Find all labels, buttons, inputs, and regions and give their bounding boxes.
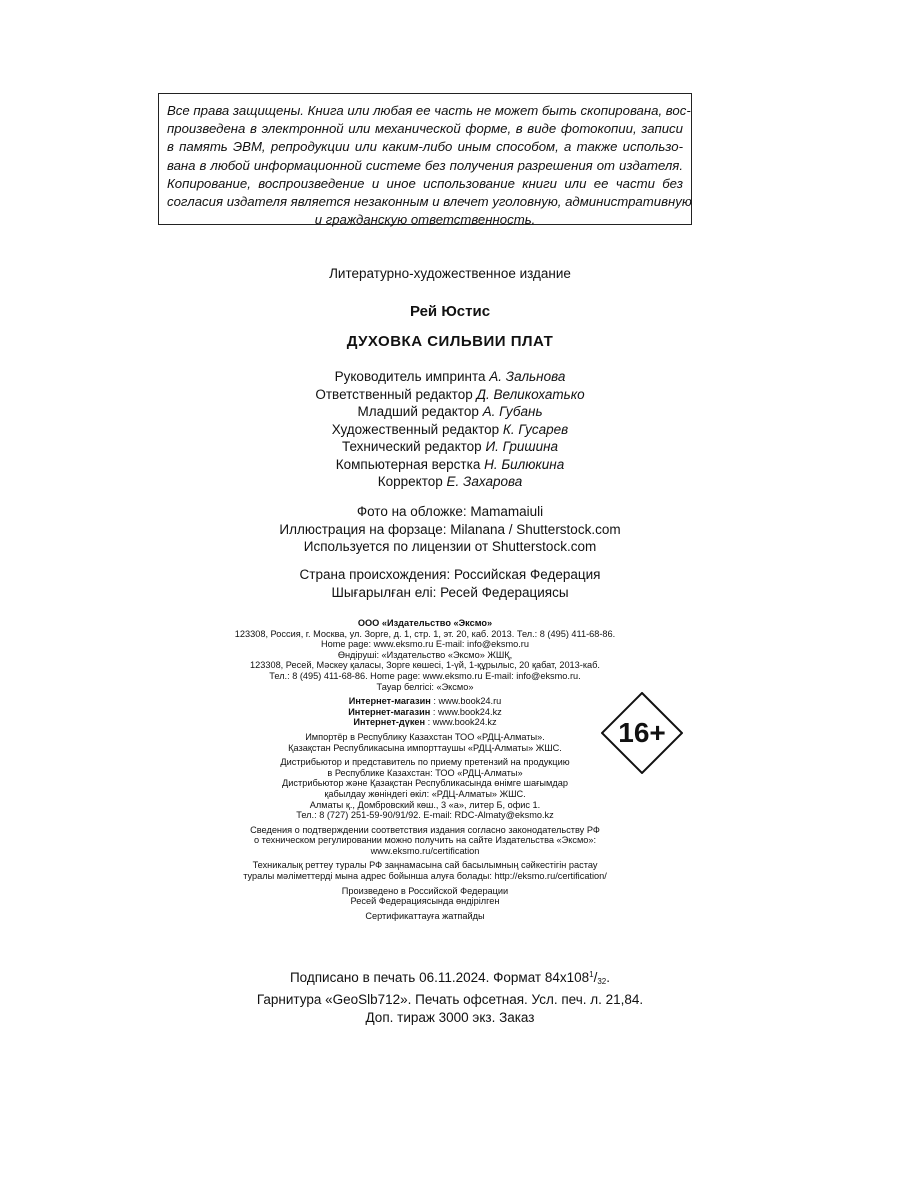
importer-line: Импортёр в Республику Казахстан ТОО «РДЦ-Алматы». bbox=[305, 731, 545, 742]
publisher-name: ООО «Издательство «Эксмо» bbox=[357, 618, 493, 628]
credit-line bbox=[0, 421, 900, 439]
photo-credits bbox=[0, 503, 900, 556]
credit-line bbox=[0, 368, 900, 386]
credit-line bbox=[0, 403, 900, 421]
photo-line: Используется по лицензии от Shutterstock.com bbox=[303, 539, 597, 554]
photo-line: Иллюстрация на форзаце: Milanana / Shutterstock.com bbox=[279, 521, 621, 537]
credit-person: К. Гусарев bbox=[502, 421, 569, 437]
credit-role: Технический редактор bbox=[341, 439, 482, 454]
distributor-line: Дистрибьютор и представитель по приему претензий на продукцию bbox=[280, 757, 570, 768]
credit-role: Компьютерная верстка bbox=[335, 456, 481, 472]
shop-label: Интернет-дүкен bbox=[353, 717, 426, 728]
shop-line bbox=[215, 707, 635, 718]
credit-role: Корректор bbox=[377, 474, 443, 489]
origin-line: Страна происхождения: Российская Федерация bbox=[299, 567, 601, 582]
format-numerator: 1 bbox=[589, 970, 594, 979]
distributor-line: Дистрибьютор және Қазақстан Республикасында өнімге шағымдар bbox=[282, 778, 568, 789]
shop-line bbox=[215, 717, 635, 728]
publisher-kz-address: 123308, Ресей, Мәскеу қаласы, Зорге көшесі, 1-үй, 1-құрылыс, 20 қабат, 2013-каб. bbox=[250, 660, 600, 671]
copyright-notice bbox=[158, 93, 692, 228]
distributor-line: қабылдау жөніндегі өкіл: «РДЦ-Алматы» ЖШС. bbox=[324, 788, 526, 799]
copyright-line: согласия издателя является незаконным и влечет уголовную, административную bbox=[167, 194, 692, 210]
credit-person: А. Зальнова bbox=[489, 369, 566, 384]
cert-line: Сведения о подтверждении соответствия издания согласно законодательству РФ bbox=[250, 824, 600, 835]
credit-line bbox=[0, 473, 900, 491]
origin-line: Шығарылған елі: Ресей Федерациясы bbox=[331, 584, 569, 600]
cert-kz-line: Техникалық реттеу туралы РФ заңнамасына сай басылымның сәйкестігін растау bbox=[252, 860, 598, 871]
print-line: Гарнитура «GeoSlb712». Печать офсетная. Усл. печ. л. 21,84. bbox=[256, 992, 644, 1007]
made-line: Произведено в Российской Федерации bbox=[341, 885, 509, 896]
origin-info bbox=[0, 566, 900, 601]
cert-line: о техническом регулировании можно получить на сайте Издательства «Эксмо»: bbox=[253, 835, 597, 846]
made-line: Ресей Федерациясында өндірілген bbox=[350, 896, 500, 907]
book-title: ДУХОВКА СИЛЬВИИ ПЛАТ bbox=[346, 333, 554, 350]
publisher-trademark: Тауар белгісі: «Эксмо» bbox=[376, 681, 474, 692]
credit-person: Е. Захарова bbox=[446, 474, 523, 489]
cert-line: www.eksmo.ru/certification bbox=[370, 845, 480, 856]
shop-label: Интернет-магазин bbox=[348, 706, 431, 717]
copyright-line: Копирование, воспроизведение и иное использование книги или ее части без bbox=[167, 175, 683, 191]
credit-line bbox=[0, 386, 900, 404]
publisher-block bbox=[215, 618, 635, 921]
nocert-line: Сертификаттауға жатпайды bbox=[365, 910, 485, 921]
importer-line: Қазақстан Республикасына импорттаушы «РДЦ-Алматы» ЖШС. bbox=[288, 742, 562, 753]
almaty-line: Алматы қ., Домбровский көш., 3 «а», литер Б, офис 1. bbox=[309, 799, 541, 810]
distributor-line: в Республике Казахстан: ТОО «РДЦ-Алматы» bbox=[327, 767, 523, 778]
credit-role: Художественный редактор bbox=[331, 421, 500, 437]
print-format: Подписано в печать 06.11.2024. Формат 84x108 bbox=[289, 970, 590, 985]
publisher-address: 123308, Россия, г. Москва, ул. Зорге, д. 1, стр. 1, эт. 20, каб. 2013. Тел.: 8 (495) 411-68-86. bbox=[234, 628, 616, 639]
shop-line bbox=[215, 696, 635, 707]
copyright-line: и гражданскую ответственность. bbox=[314, 212, 536, 228]
credit-role: Ответственный редактор bbox=[315, 386, 473, 402]
shop-url: : www.book24.ru bbox=[430, 696, 502, 707]
author-name: Рей Юстис bbox=[409, 303, 491, 320]
credit-person: Д. Великохатько bbox=[476, 386, 585, 402]
format-denominator: 32 bbox=[597, 977, 607, 986]
credit-person: А. Губань bbox=[482, 404, 543, 419]
credits-list bbox=[0, 368, 900, 491]
copyright-line: в память ЭВМ, репродукции или каким-либо иным способом, а также использо- bbox=[167, 139, 683, 155]
credit-line bbox=[0, 456, 900, 474]
genre-label: Литературно-художественное издание bbox=[329, 266, 571, 281]
copyright-line: вана в любой информационной системе без получения разрешения от издателя. bbox=[167, 157, 683, 173]
copyright-line: Все права защищены. Книга или любая ее часть не может быть скопирована, вос- bbox=[167, 103, 691, 118]
cert-kz-line: туралы мәліметтерді мына адрес бойынша алуға болады: http://eksmo.ru/certification/ bbox=[243, 871, 607, 882]
print-info bbox=[0, 966, 900, 1027]
publisher-web: Home page: www.eksmo.ru E-mail: info@eksmo.ru bbox=[321, 639, 529, 650]
publisher-kz-web: Тел.: 8 (495) 411-68-86. Home page: www.eksmo.ru E-mail: info@eksmo.ru. bbox=[269, 670, 581, 681]
publisher-kz-maker: Өндіруші: «Издательство «Эксмо» ЖШҚ, bbox=[337, 649, 513, 660]
shop-url: : www.book24.kz bbox=[425, 717, 497, 728]
copyright-line: произведена в электронной или механической форме, в виде фотокопии, записи bbox=[167, 121, 683, 137]
format-end: . bbox=[606, 970, 611, 985]
credit-person: И. Гришина bbox=[485, 439, 559, 454]
shop-label: Интернет-магазин bbox=[348, 696, 431, 707]
credit-line bbox=[0, 438, 900, 456]
age-rating-label: 16+ bbox=[618, 717, 666, 748]
print-line: Доп. тираж 3000 экз. Заказ bbox=[365, 1010, 535, 1025]
credit-role: Руководитель импринта bbox=[334, 369, 486, 384]
photo-line: Фото на обложке: Mamamaiuli bbox=[356, 504, 544, 519]
print-line: Подписано в печать 06.11.2024. Формат $84x108^1/_{32}$. bbox=[289, 970, 611, 986]
credit-person: Н. Билюкина bbox=[484, 456, 565, 472]
almaty-line: Тел.: 8 (727) 251-59-90/91/92. E-mail: RDC-Almaty@eksmo.kz bbox=[296, 810, 554, 821]
shop-url: : www.book24.kz bbox=[430, 706, 502, 717]
credit-role: Младший редактор bbox=[357, 404, 479, 419]
